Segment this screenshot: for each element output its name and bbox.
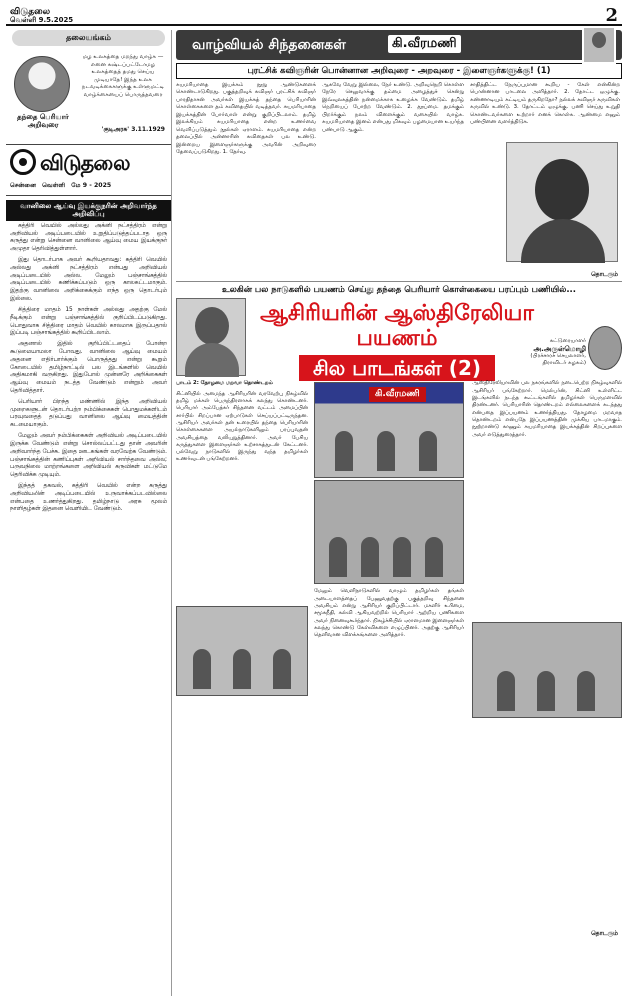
poet-portrait [506,142,618,262]
avatar-caption: தந்தை பெரியார் அறிவுரை [17,113,69,129]
left-column [6,30,172,996]
event-photo [176,606,308,696]
page-header [6,4,622,26]
quote-source: 'குடிஅரசு' 3.11.1929 [101,126,165,133]
person-figure [577,671,595,711]
person-figure [193,649,211,689]
editorial-paragraph: இந்தத் தகவல், கத்திரி வெயில் என்ற கருத்து அறிவியலின் அடிப்படையில் உருவாக்கப்படவில்லை என்பதை உணர்த்துகிறது. தமிழ்நாடு அரசு மூலம் நாளிதழ்கள் இதனை வெளியிட வேண்டும். [10,482,167,513]
editorial-paragraph: இது தொடர்பாக அவர் கூறியதாவது: கத்திரி வெயில் அல்லது அக்னி நட்சத்திரம் என்பது அறிவியல் அடிப்படையில் அல்ல. மேலும் பஞ்சாங்கத்தில் அடிப்படையில் கணிக்கப்படும் ஒரு காலகட்டமாகும். இதற்கு வானிலை அறிக்கைக்கும் எந்த ஒரு தொடர்பும் இல்லை. [10,257,167,303]
feature-text: சிட்னியில் அமைந்த ஆசிரியரின் வரவேற்பு நிகழ்வில் தமிழ் மக்கள் பெருந்திரளாகக் கலந்து கொண்டனர். பெரியார் அம்பேத்கர் சிந்தனை வட்டம் அமைப்பின் சார்பில் சிறப்பான ஏற்பாடுகள் செய்யப்பட்டிருந்தன. ஆசிரியர் அவர்கள் தன் உரையில் தந்தை பெரியாரின் கொள்கைகளை அயல்நாடுகளிலும் பரப்புவதன் அவசியத்தை வலியுறுத்தினார். அவர் பேசிய கருத்துகளை இளைஞர்கள் உற்சாகத்துடன் கேட்டனர். பல்வேறு நாடுகளில் இருந்து வந்த தமிழர்கள் உணர்வுடன் பங்கேற்றனர். [176,390,308,463]
masthead [6,144,171,196]
sun-logo-icon [10,149,36,175]
person-figure [393,537,411,577]
person-figure [361,537,379,577]
event-photo [314,382,464,478]
banner-author: கி.வீரமணி [388,35,461,53]
stage-sign: கி.வீரமணி [369,387,426,401]
byline-name: அ.அருள்மொழி [533,345,586,354]
editorial-paragraph: மேலும் அவர் நம்பிக்கைகள் அறிவியல் அடிப்படையில் இருக்க வேண்டும் என்று சொல்லப்பட்டது தான் அவரின் அறிவார்ந்த பேச்சு. இதை ஊடகங்கள் வரவேற்க வேண்டும். பஞ்சாங்கத்தின் கணிப்புகள் அறிவியல் சார்ந்தவை அல்ல; பருவநிலை மாற்றங்களை அறிவியல் கருவிகள் மட்டுமே தெரிவிக்க முடியும். [10,433,167,479]
editorial-paragraph: பெரியார் பிறந்த மண்ணில் இந்த அறிவியல் முறைகளுடன் தொடர்பற்ற நம்பிக்கைகள் பொதுமக்களிடம் பரவுவதைத் தடுப்பது வானிலை ஆய்வு மையத்தின் கடமையாகும். [10,398,167,429]
feature-body [176,380,622,940]
feature-column: மேலும் வெளிநாடுகளில் வாழும் தமிழர்கள் தங்கள் அடையாளத்தைப் பேணுவதற்கு பகுத்தறிவு சிந்தனை அவசியம் என்று ஆசிரியர் குறிப்பிட்டார். மகளிர் உரிமை, சமூகநீதி, கல்வி ஆகியவற்றில் பெரியார் ஆற்றிய பணிகளை அவர் நினைவுகூர்ந்தார். நிகழ்ச்சியில் ஏராளமான இளைஞர்கள் கலந்து கொண்டு கேள்விகளை எழுப்பினர். அதற்கு ஆசிரியர் தெளிவான விளக்கங்களை அளித்தார். [314,588,464,639]
feature-header [176,298,622,378]
article-column: சுயமரியாதை இயக்கம் நூறு ஆண்டுகளைக் கொண்டாடுகிறது. பகுத்தறிவுக் கவிஞர் புரட்சிக் கவிஞர் பாரதிதாசன் அவர்கள் இயக்கத் தந்தை பெரியாரின் கொள்கைகளை தம் கவிதையில் வடித்தவர். சுயமரியாதை இயக்கத்தின் போர்வாள் என்று குறிப்பிடலாம். தமிழ் இலக்கியம் சுயமரியாதை என்ற உணர்வை வெளிப்படுத்தும் நூல்கள் ஏராளம். சுயமரியாதை என்ற தலைப்பில் அன்னாரின் கவிதைகள் பல உண்டு. இன்றைய இளைஞர்களுக்கு அவரின் அறிவுரை தேவைப்படுகிறது. 1. தேர்வு. [176,82,316,156]
right-column [176,30,622,996]
paper-name: விடுதலை [10,7,51,17]
article-columns [176,82,622,282]
section-title: தலையங்கம் [12,30,165,46]
byline-role: (பிரச்சாரச் செயலாளர், திராவிடர் கழகம்) [530,353,586,367]
person-figure [425,537,443,577]
feature-column: ஆஸ்திரேலியாவின் பல நகரங்களில் நடைபெற்ற நிகழ்வுகளில் ஆசிரியர் பங்கேற்றார். மெல்பர்ன், சிட்னி உள்ளிட்ட இடங்களில் நடந்த கூட்டங்களில் தமிழர்கள் பெருமளவில் திரண்டனர். பெரியாரின் தொண்டறம் எல்லைகளைக் கடந்தது என்பதை இப்பயணம் உணர்த்தியது. தோழமை மறவாத தொண்டறம் என்பதே இப்பயணத்தின் முக்கிய பாடமாகும். நூற்றாண்டு காணும் சுயமரியாதை இயக்கத்தின் சிறப்புகளை அவர் எடுத்துரைத்தார். [472,380,622,438]
article-column: ஆகவே வேறு இல்லை, நேர் உண்டு. அறிவுநெறி கொள்ள நேரே செலுவாக்கு தம்மை அழைத்துச் சென்று இவ்வுலகத்தின் நன்மைக்காக உழைக்க வேண்டும். தமிழ் நெறியைப் போற்ற வேண்டும். 2. தூய்மை. தமக்கும் பிறர்க்கும் நலம் விளைக்கும் வகையில் வாழ்க. சுயமரியாதை இனம் என்பது மிகவும் பழமையான உயர்ந்த பண்பாடு ஆகும். [322,82,464,133]
editorial-paragraph: கத்திரி வெயில் அல்லது அக்னி நட்சத்திரம் என்று அறிவியல் அடிப்படையில் உறுதிப்படுத்தப்படாத ஒரு கருத்து என்று சென்னை வானிலை ஆய்வு மைய இயக்குநர் அமுதா தெரிவித்துள்ளார். [10,222,167,253]
byline [506,338,586,366]
author-avatar [588,326,622,370]
masthead-day: வெள்ளி [42,182,66,189]
page-number: 2 [605,5,618,26]
feature-title-line1: ஆசிரியரின் ஆஸ்திரேலியா பயணம் [260,301,534,351]
periyar-portrait [14,56,70,112]
article-subhead: புரட்சிக் கவிஞரின் பொன்னான அறிவுரை - அறவுரை - இளைஞர்களுக்கு! (1) [176,63,622,79]
author-photo [582,26,616,64]
editorial-body [6,223,171,514]
event-photo [314,480,464,584]
feature-photo-small [176,298,246,376]
person-figure [377,431,395,471]
continued-label: தொடரும் [591,930,618,938]
column-banner [176,30,622,60]
continued-label: தொடரும் [591,270,618,278]
person-figure [537,671,555,711]
byline-label: கட்டுரையாளர் [549,338,586,345]
masthead-city: சென்னை [10,182,37,189]
event-photo [472,622,622,718]
feature-title-line2: சில பாடங்கள் (2) [299,355,495,381]
feature-caption: பாடம் 2: தோழமை மறவா தொண்டறம் [176,380,273,387]
person-figure [335,431,353,471]
person-figure [233,649,251,689]
quote-text: மழ உலகத்தை மறந்து வாழ்க — எனை கஷ்டப்பட்டோமழ உலகத்தைத் தமது செய்ய முடியாதே! இந்த உலக நடவடிக்கைகளுக்கு உள்ளுமட்டி வாழ்க்கையைப் பொருத்தவரை [81,54,165,98]
person-figure [273,649,291,689]
masthead-title: விடுதலை [40,150,130,175]
person-figure [419,431,437,471]
feature-title [254,301,540,380]
quote-box [6,50,171,142]
article-column: சாதித்திட்ட நேருப்புமான கூறிய - கேள் என்கின்ற பொன்னான பாடலை அளித்தார். 2. தோட்ட ஒழுக்கு. கண்ணாடியும் கட்டியம் தருகிறதோ? நல்லக் கவிஞர் கருவிகள் கருவில் உண்டு. 3. தோட்டம் ஒழுக்கு. பணி செய்து உறுதி கொண்டவர்களை உற்றார் எனக் கொள்க. ஆண்மை எனும் பண்பினை வளர்த்திடுக. [470,82,620,126]
masthead-date: மே 9 - 2025 [71,182,112,189]
feature-author-box [530,298,622,376]
feature-kicker: உலகின் பல நாடுகளில் பயணம் செய்து தந்தை பெரியார் கொள்கையை பரப்பும் பணியில்... [221,285,577,295]
banner-title: வாழ்வியல் சிந்தனைகள் [192,37,346,53]
editorial-paragraph: அதனால் இதில் குறிப்பிட்டதைப் போன்ற கூடுமையாமலா போவது. வானிலை ஆய்வு மையம் அதனை எதிர்பார்க்கும் பொருத்தது என்று கூறும் கோடையில் தமிழ்நாட்டில் பல இடங்களில் வெயில் அதிகமாகி வருகிறது. இதுபோல் முன்னரே அறிக்கைகள் ஆய்வு மையம் நடத்த வேண்டும் என்றும் அவர் தெரிவித்தார். [10,341,167,395]
editorial-title: வானிலை ஆய்வு இயக்குநரின் அறிவார்ந்த அறிவிப்பு [6,200,171,221]
issue-date: வெள்ளி 9.5.2025 [10,16,74,24]
masthead-meta [10,182,166,190]
person-figure [329,537,347,577]
person-figure [497,671,515,711]
editorial-paragraph: சித்திரை மாதம் 15 நாள்கள் அல்லது அதற்கு மேல் நீடிக்கும் என்று பஞ்சாங்கத்தில் குறிப்பிடப்படுகிறது. பொதுவாக சித்திரை மாதம் வெயில் காலமாக இருப்பதால் இப்படி பஞ்சாங்கத்தில் கூறிப்பிடலாம். [10,306,167,337]
